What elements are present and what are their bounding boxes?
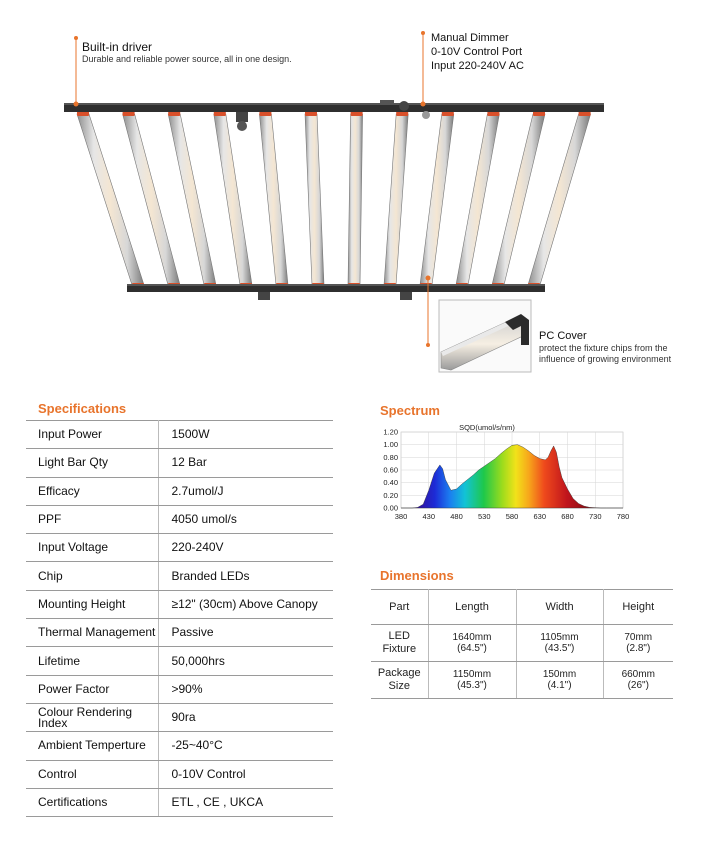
dimension-part-line: Size xyxy=(388,680,410,692)
spec-value: ≥12" (30cm) Above Canopy xyxy=(158,590,333,618)
callout-manual-dimmer xyxy=(431,31,524,73)
dimensions-title: Dimensions xyxy=(380,568,454,583)
callout-dimmer-line2: 0-10V Control Port xyxy=(431,46,523,58)
light-bar xyxy=(259,114,288,285)
x-tick-label: 630 xyxy=(533,512,547,521)
x-tick-label: 680 xyxy=(561,512,574,521)
spec-label: Chip xyxy=(26,562,158,590)
dimension-height xyxy=(603,662,673,699)
y-tick-label: 0.40 xyxy=(383,478,398,488)
spec-label: PPF xyxy=(26,505,158,533)
dimension-length-line: 1150mm xyxy=(452,669,492,680)
specifications-title: Specifications xyxy=(38,401,127,416)
light-bar xyxy=(456,114,499,285)
callout-pc-line1: protect the fixture chips from the xyxy=(539,343,668,353)
spec-label: Lifetime xyxy=(26,647,158,675)
spec-label: Input Voltage xyxy=(26,534,158,562)
spec-label: Control xyxy=(26,760,158,788)
spec-row xyxy=(26,505,333,533)
dimension-length-line: 1640mm xyxy=(452,632,492,643)
y-tick-label: 0.60 xyxy=(383,465,398,475)
y-tick-label: 1.00 xyxy=(383,440,398,450)
spec-value: 0-10V Control xyxy=(158,760,333,788)
light-bars xyxy=(77,111,591,288)
spectrum-title: Spectrum xyxy=(380,403,440,418)
x-tick-label: 780 xyxy=(616,512,630,521)
x-tick-label: 430 xyxy=(422,512,436,521)
specifications-table xyxy=(26,420,333,817)
dimension-part xyxy=(371,625,428,662)
y-tick-label: 0.00 xyxy=(383,503,398,513)
dimension-header: Width xyxy=(516,590,603,625)
spec-value: 220-240V xyxy=(158,534,333,562)
x-tick-label: 530 xyxy=(477,512,491,521)
y-tick-label: 1.20 xyxy=(383,427,398,437)
dimension-height-line: 660mm xyxy=(621,669,655,680)
spec-label: Thermal Management xyxy=(26,619,158,647)
light-bar xyxy=(305,114,324,285)
dimension-length-line: (64.5") xyxy=(457,643,487,654)
callout-driver-sub: Durable and reliable power source, all in one design. xyxy=(82,54,292,64)
callout-dimmer-line3: Input 220-240V AC xyxy=(431,60,524,72)
spec-label: Power Factor xyxy=(26,675,158,703)
spec-row xyxy=(26,477,333,505)
spec-value: 90ra xyxy=(158,703,333,731)
spec-value: ETL , CE , UKCA xyxy=(158,788,333,816)
spec-row xyxy=(26,788,333,816)
spec-label: Light Bar Qty xyxy=(26,449,158,477)
callout-built-in-driver xyxy=(82,40,292,65)
spec-value: 4050 umol/s xyxy=(158,505,333,533)
dimension-row xyxy=(371,662,673,699)
spec-value: Passive xyxy=(158,619,333,647)
spec-label: Colour Rendering Index xyxy=(26,703,158,731)
bottom-knob-icon xyxy=(258,292,270,300)
spec-label: Efficacy xyxy=(26,477,158,505)
x-tick-label: 580 xyxy=(505,512,519,521)
dimension-length xyxy=(428,625,516,662)
dimensions-table xyxy=(371,589,673,699)
spectrum-chart xyxy=(368,420,638,530)
spec-row xyxy=(26,703,333,731)
spec-row xyxy=(26,421,333,449)
spec-row xyxy=(26,534,333,562)
dimension-width-line: (43.5") xyxy=(544,643,575,654)
spec-label: Input Power xyxy=(26,421,158,449)
dimmer-knob-icon xyxy=(399,101,409,111)
control-port-icon xyxy=(380,100,394,105)
spec-value: Branded LEDs xyxy=(158,562,333,590)
dimension-width xyxy=(516,662,603,699)
hanging-knob-icon xyxy=(236,112,248,122)
spec-label: Certifications xyxy=(26,788,158,816)
light-bar xyxy=(214,114,252,285)
dimension-length xyxy=(428,662,516,699)
dimension-part-line: LED Fixture xyxy=(382,630,417,655)
spec-row xyxy=(26,449,333,477)
light-bar xyxy=(348,114,363,285)
callout-driver-title: Built-in driver xyxy=(82,40,153,54)
spec-row xyxy=(26,590,333,618)
spec-row xyxy=(26,562,333,590)
dimension-part-line: Package xyxy=(377,667,421,679)
callout-dimmer-line1: Manual Dimmer xyxy=(431,32,509,44)
spec-value: -25~40°C xyxy=(158,732,333,760)
dimension-header: Height xyxy=(603,590,673,625)
x-tick-label: 380 xyxy=(394,512,408,521)
x-tick-label: 730 xyxy=(588,512,602,521)
spec-value: >90% xyxy=(158,675,333,703)
light-bar xyxy=(384,114,408,285)
spec-row xyxy=(26,619,333,647)
spec-value: 2.7umol/J xyxy=(158,477,333,505)
light-bar xyxy=(420,114,454,285)
dimension-header: Length xyxy=(428,590,516,625)
spec-row xyxy=(26,647,333,675)
product-illustration xyxy=(0,0,705,380)
spec-value: 50,000hrs xyxy=(158,647,333,675)
chart-title: SQD(umol/s/nm) xyxy=(459,423,515,432)
dimension-height-line: (2.8") xyxy=(626,643,651,654)
y-tick-label: 0.20 xyxy=(383,490,398,500)
spec-row xyxy=(26,675,333,703)
spec-label: Ambient Temperture xyxy=(26,732,158,760)
callout-pc-cover xyxy=(539,329,671,365)
dimension-height-line: (26") xyxy=(627,680,649,691)
callout-pc-line2: influence of growing environment xyxy=(539,354,672,364)
dimension-width-line: 150mm xyxy=(542,669,577,680)
light-bar xyxy=(168,114,216,285)
dimension-width-line: (4.1") xyxy=(547,680,572,691)
spec-row xyxy=(26,760,333,788)
dimension-row xyxy=(371,625,673,662)
dimension-height-line: 70mm xyxy=(624,632,653,643)
dimension-length-line: (45.3") xyxy=(457,680,487,691)
callout-pc-title: PC Cover xyxy=(539,330,587,342)
dimension-part xyxy=(371,662,428,699)
spec-row xyxy=(26,732,333,760)
spec-label: Mounting Height xyxy=(26,590,158,618)
dimension-height xyxy=(603,625,673,662)
pc-cover-inset xyxy=(439,300,531,372)
x-tick-label: 480 xyxy=(450,512,463,521)
dimension-width-line: 1105mm xyxy=(540,632,579,643)
dimension-header: Part xyxy=(371,590,428,625)
spec-value: 12 Bar xyxy=(158,449,333,477)
dimension-width xyxy=(516,625,603,662)
spec-value: 1500W xyxy=(158,421,333,449)
y-tick-label: 0.80 xyxy=(383,452,398,462)
